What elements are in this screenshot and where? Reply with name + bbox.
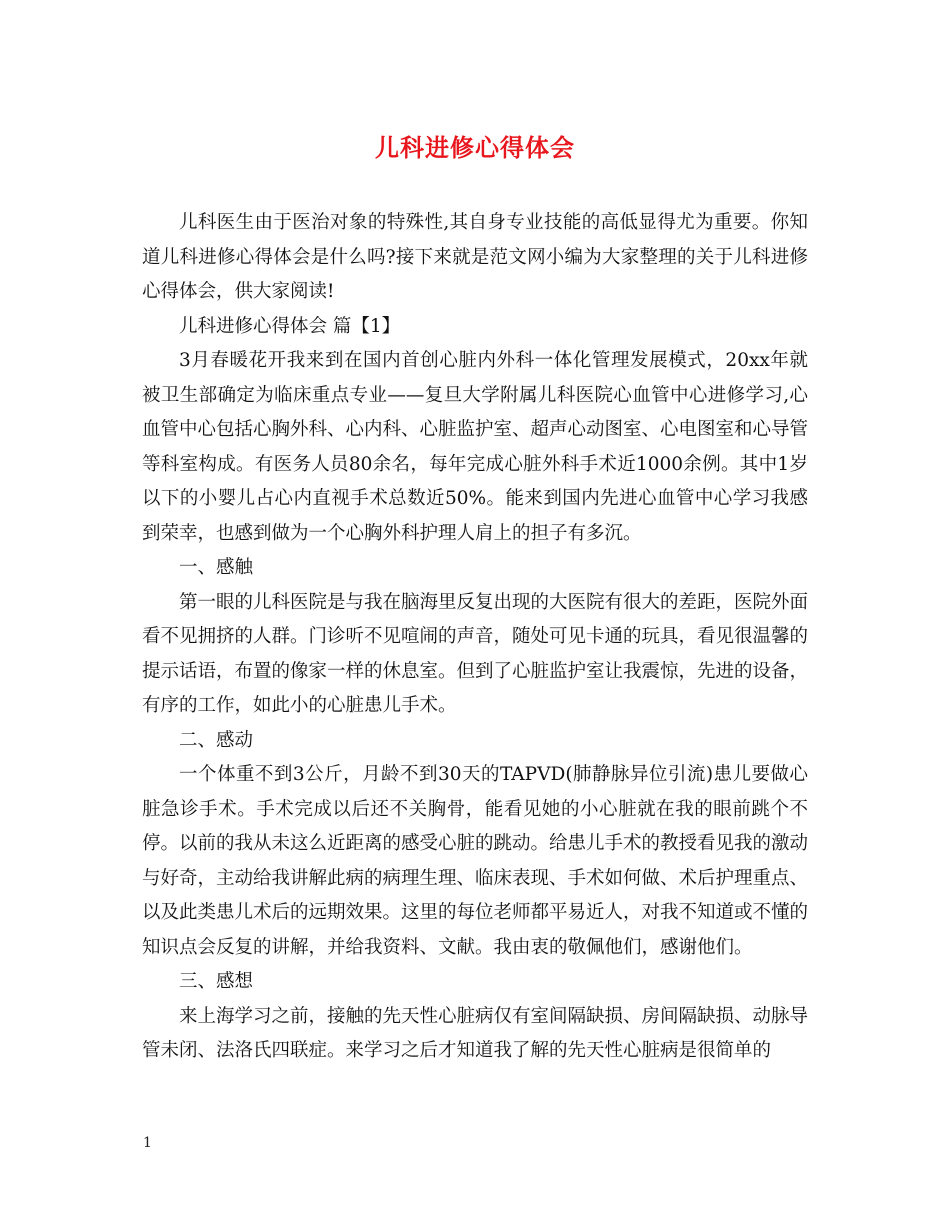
subsection-heading: 一、感触 xyxy=(179,557,254,578)
document-body xyxy=(142,206,808,1069)
intro-paragraph: 儿科医生由于医治对象的特殊性,其自身专业技能的高低显得尤为重要。你知道儿科进修心得体会是什么吗?接下来就是范文网小编为大家整理的关于儿科进修心得体会，供大家阅读! xyxy=(142,212,808,302)
body-paragraph: 来上海学习之前，接触的先天性心脏病仅有室间隔缺损、房间隔缺损、动脉导管未闭、法洛氏四联症。来学习之后才知道我了解的先天性心脏病是很简单的 xyxy=(142,1005,809,1061)
document-title: 儿科进修心得体会 xyxy=(375,133,575,162)
subsection-heading: 二、感动 xyxy=(179,729,254,751)
subsection-heading: 三、感想 xyxy=(179,971,254,992)
body-paragraph: 3月春暖花开我来到在国内首创心脏内外科一体化管理发展模式，20xx年就被卫生部确定为临床重点专业——复旦大学附属儿科医院心血管中心进修学习,心血管中心包括心胸外科、心内科、心脏监护室、超声心动图室、心电图室和心导管等科室构成。有医务人员80余名，每年完成心脏外科手术近1000余例。其中1岁以下的小婴儿占心内直视手术总数近50%。能来到国内先进心血管中心学习我感到荣幸，也感到做为一个心胸外科护理人肩上的担子有多沉。 xyxy=(142,350,809,544)
section-heading: 儿科进修心得体会 篇【1】 xyxy=(179,315,401,337)
body-paragraph: 第一眼的儿科医院是与我在脑海里反复出现的大医院有很大的差距，医院外面看不见拥挤的人群。门诊听不见喧闹的声音，随处可见卡通的玩具，看见很温馨的提示话语，布置的像家一样的休息室。但到了心脏监护室让我震惊，先进的设备，有序的工作，如此小的心脏患儿手术。 xyxy=(142,591,809,716)
page-number: 1 xyxy=(143,1135,152,1151)
body-paragraph: 一个体重不到3公斤，月龄不到30天的TAPVD(肺静脉异位引流)患儿要做心脏急诊手术。手术完成以后还不关胸骨，能看见她的小心脏就在我的眼前跳个不停。以前的我从未这么近距离的感受心脏的跳动。给患儿手术的教授看见我的激动与好奇，主动给我讲解此病的病理生理、临床表现、手术如何做、术后护理重点、以及此类患儿术后的远期效果。这里的每位老师都平易近人，对我不知道或不懂的知识点会反复的讲解，并给我资料、文献。我由衷的敬佩他们，感谢他们。 xyxy=(142,764,809,958)
